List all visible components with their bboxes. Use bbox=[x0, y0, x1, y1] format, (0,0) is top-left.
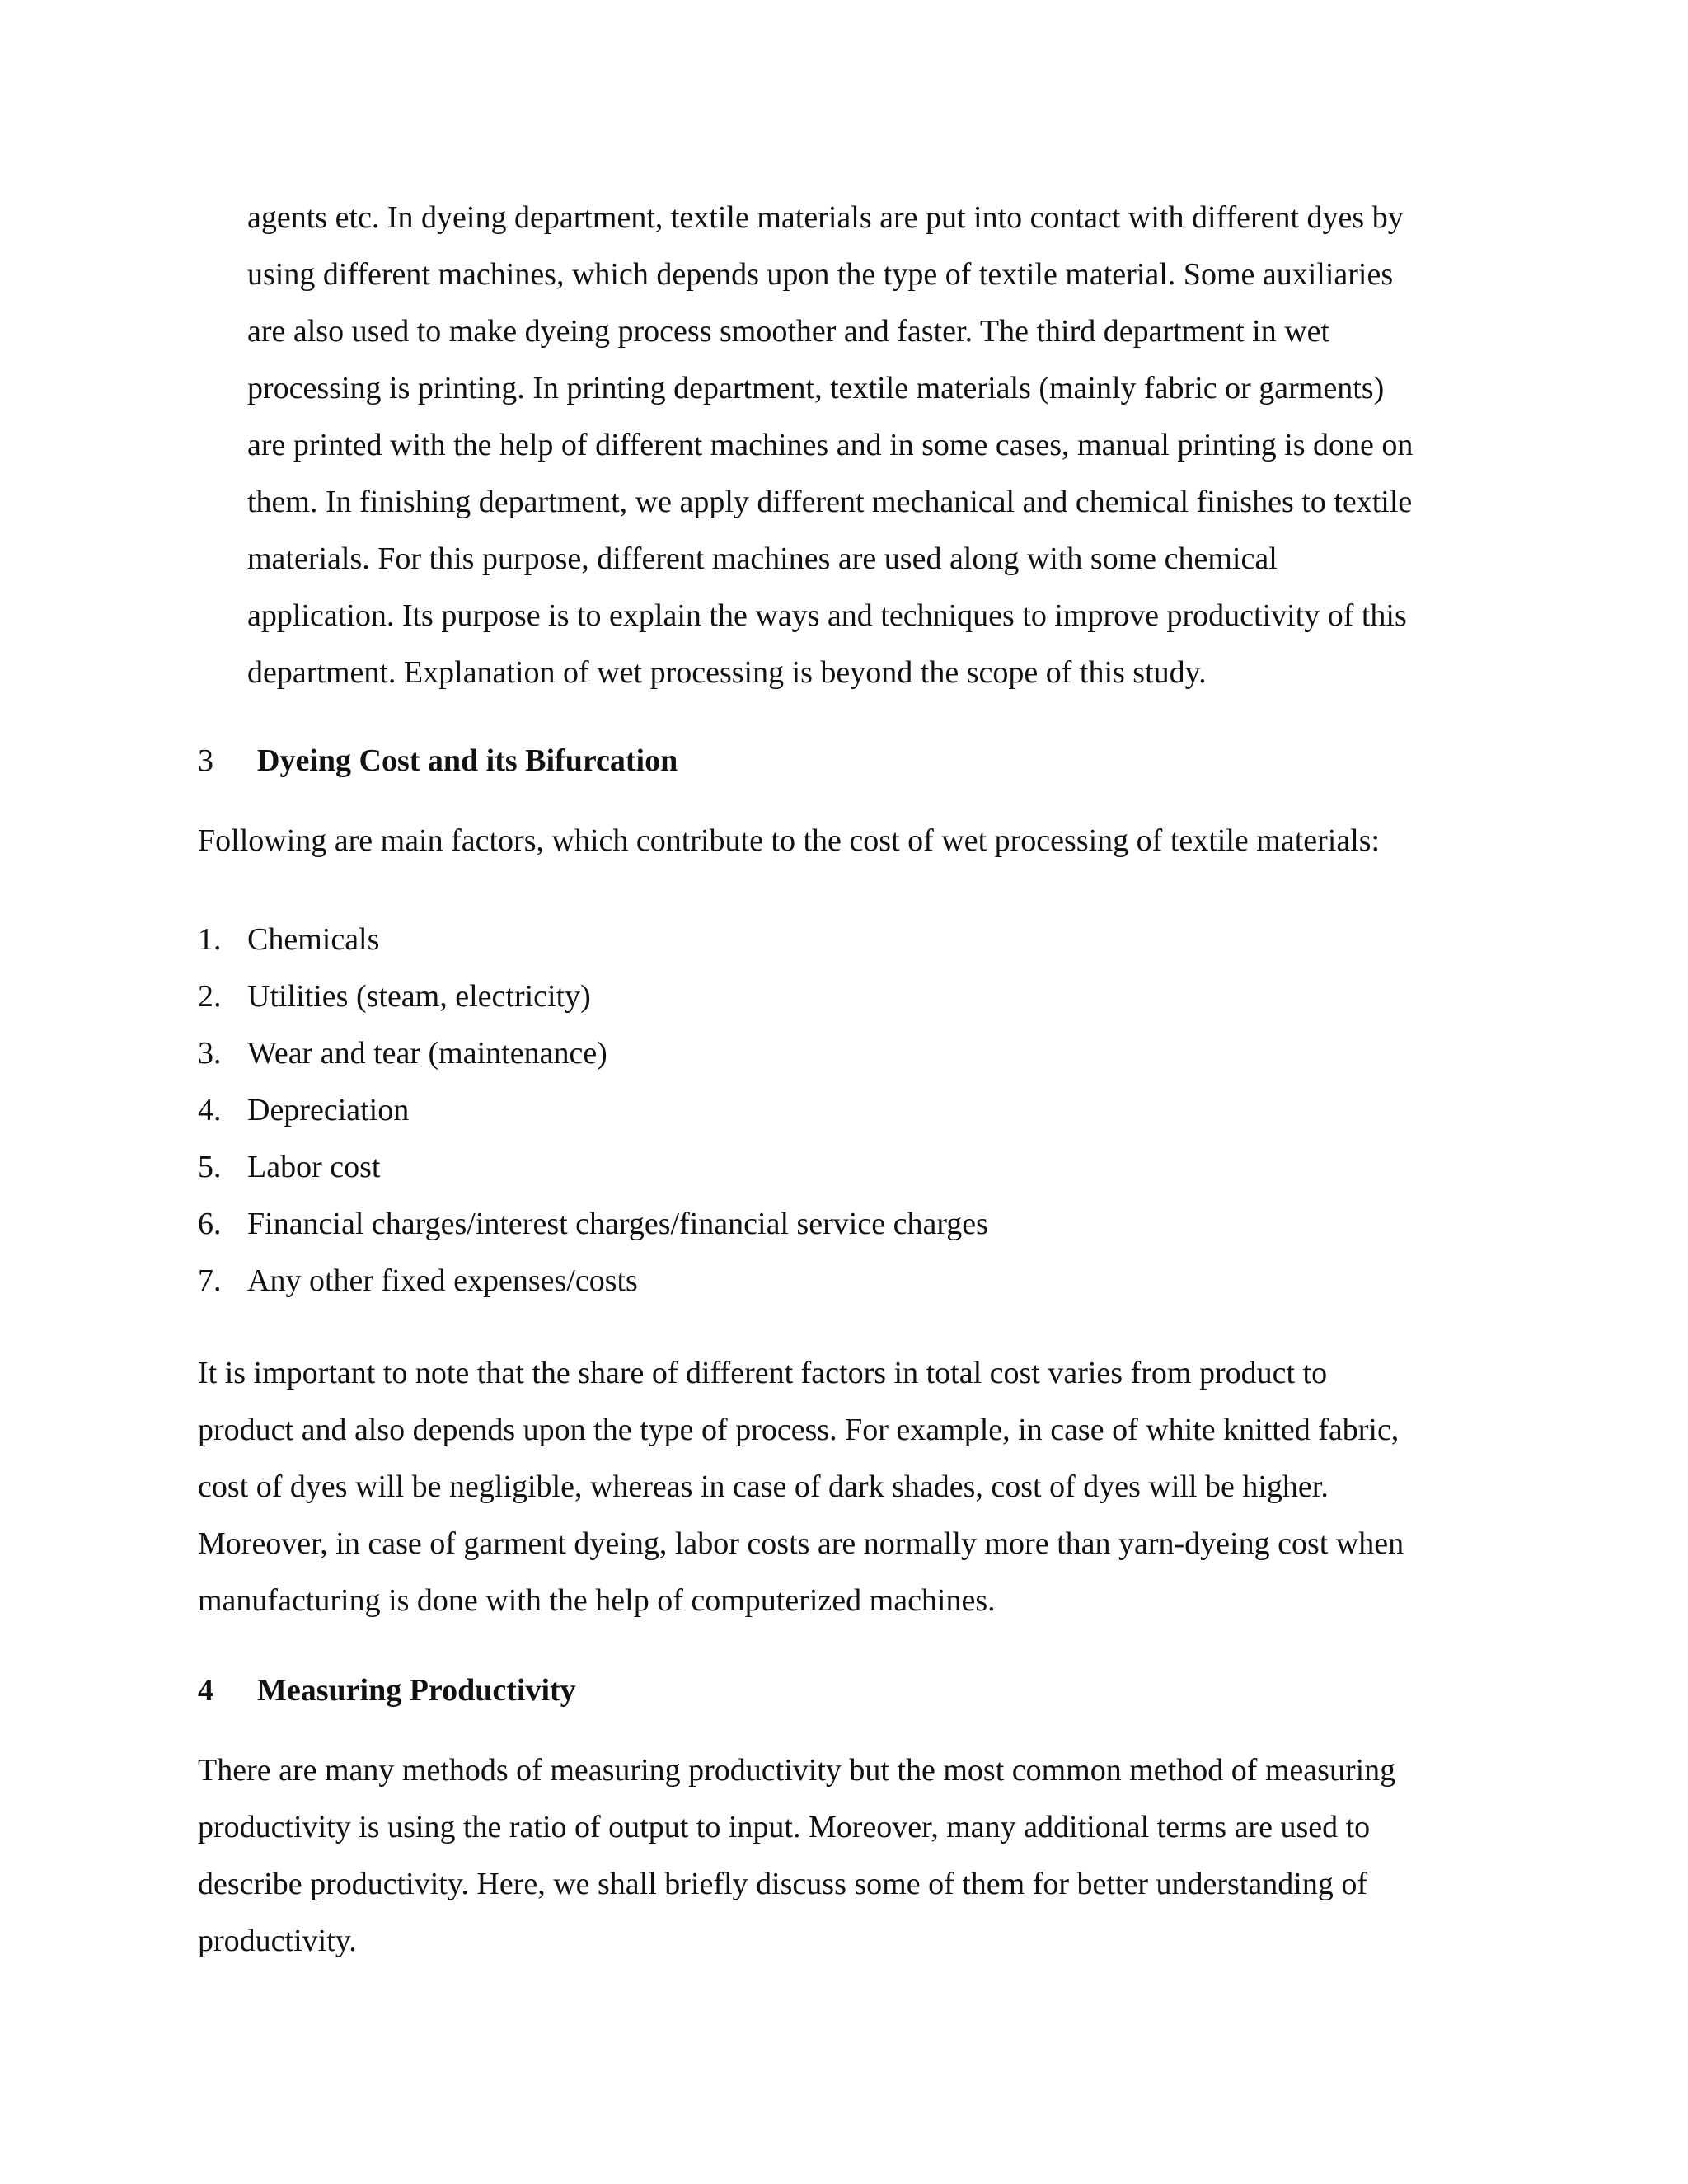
section-4-number: 4 bbox=[198, 1673, 213, 1708]
intro-line: processing is printing. In printing department, textile materials (mainly fabric or garments) bbox=[247, 371, 1385, 405]
list-item bbox=[198, 912, 988, 968]
list-item-text: Utilities (steam, electricity) bbox=[247, 979, 591, 1014]
body-line: productivity. bbox=[198, 1924, 357, 1958]
list-marker: 6. bbox=[198, 1207, 222, 1241]
list-item bbox=[198, 1082, 988, 1139]
intro-line: them. In finishing department, we apply different mechanical and chemical finishes to textile bbox=[247, 485, 1413, 519]
note-line: It is important to note that the share of different factors in total cost varies from product to bbox=[198, 1356, 1328, 1390]
list-item-text: Labor cost bbox=[247, 1150, 381, 1184]
note-line: manufacturing is done with the help of computerized machines. bbox=[198, 1583, 996, 1618]
intro-line: application. Its purpose is to explain the ways and techniques to improve productivity of this bbox=[247, 598, 1407, 633]
list-marker: 2. bbox=[198, 979, 222, 1014]
list-item bbox=[198, 968, 988, 1025]
list-marker: 3. bbox=[198, 1036, 222, 1071]
note-line: cost of dyes will be negligible, whereas in case of dark shades, cost of dyes will be higher. bbox=[198, 1469, 1329, 1504]
section-4-title: Measuring Productivity bbox=[257, 1673, 576, 1708]
list-item bbox=[198, 1253, 988, 1310]
list-item-text: Financial charges/interest charges/financial service charges bbox=[247, 1207, 988, 1241]
body-line: productivity is using the ratio of output to input. Moreover, many additional terms are used to bbox=[198, 1810, 1371, 1844]
list-item-text: Wear and tear (maintenance) bbox=[247, 1036, 607, 1071]
section-4-paragraph bbox=[198, 1742, 1517, 1970]
note-line: product and also depends upon the type of process. For example, in case of white knitted fabric, bbox=[198, 1413, 1400, 1447]
section-3-note-paragraph bbox=[198, 1345, 1517, 1629]
list-item bbox=[198, 1139, 988, 1196]
intro-line: department. Explanation of wet processing is beyond the scope of this study. bbox=[247, 655, 1207, 690]
list-item bbox=[198, 1025, 988, 1082]
list-marker: 5. bbox=[198, 1150, 222, 1184]
section-3-lead: Following are main factors, which contribute to the cost of wet processing of textile materials: bbox=[198, 823, 1381, 858]
list-marker: 1. bbox=[198, 922, 222, 957]
intro-line: are printed with the help of different machines and in some cases, manual printing is done on bbox=[247, 428, 1414, 462]
cost-factor-list bbox=[198, 912, 988, 1310]
list-item bbox=[198, 1196, 988, 1253]
list-marker: 7. bbox=[198, 1263, 222, 1298]
intro-line: are also used to make dyeing process smoother and faster. The third department in wet bbox=[247, 314, 1330, 349]
intro-line: using different machines, which depends upon the type of textile material. Some auxiliaries bbox=[247, 257, 1394, 292]
list-item-text: Chemicals bbox=[247, 922, 380, 957]
intro-line: materials. For this purpose, different machines are used along with some chemical bbox=[247, 541, 1278, 576]
intro-paragraph bbox=[247, 190, 1500, 701]
note-line: Moreover, in case of garment dyeing, labor costs are normally more than yarn-dyeing cost when bbox=[198, 1526, 1404, 1561]
section-3-title: Dyeing Cost and its Bifurcation bbox=[257, 743, 678, 778]
section-3-number: 3 bbox=[198, 743, 213, 778]
list-marker: 4. bbox=[198, 1093, 222, 1127]
intro-line: agents etc. In dyeing department, textile materials are put into contact with different dyes by bbox=[247, 200, 1404, 235]
body-line: describe productivity. Here, we shall briefly discuss some of them for better understanding of bbox=[198, 1867, 1367, 1901]
body-line: There are many methods of measuring productivity but the most common method of measuring bbox=[198, 1753, 1396, 1788]
list-item-text: Depreciation bbox=[247, 1093, 410, 1127]
section-4-heading bbox=[198, 1670, 576, 1711]
section-3-heading bbox=[198, 740, 678, 781]
list-item-text: Any other fixed expenses/costs bbox=[247, 1263, 638, 1298]
